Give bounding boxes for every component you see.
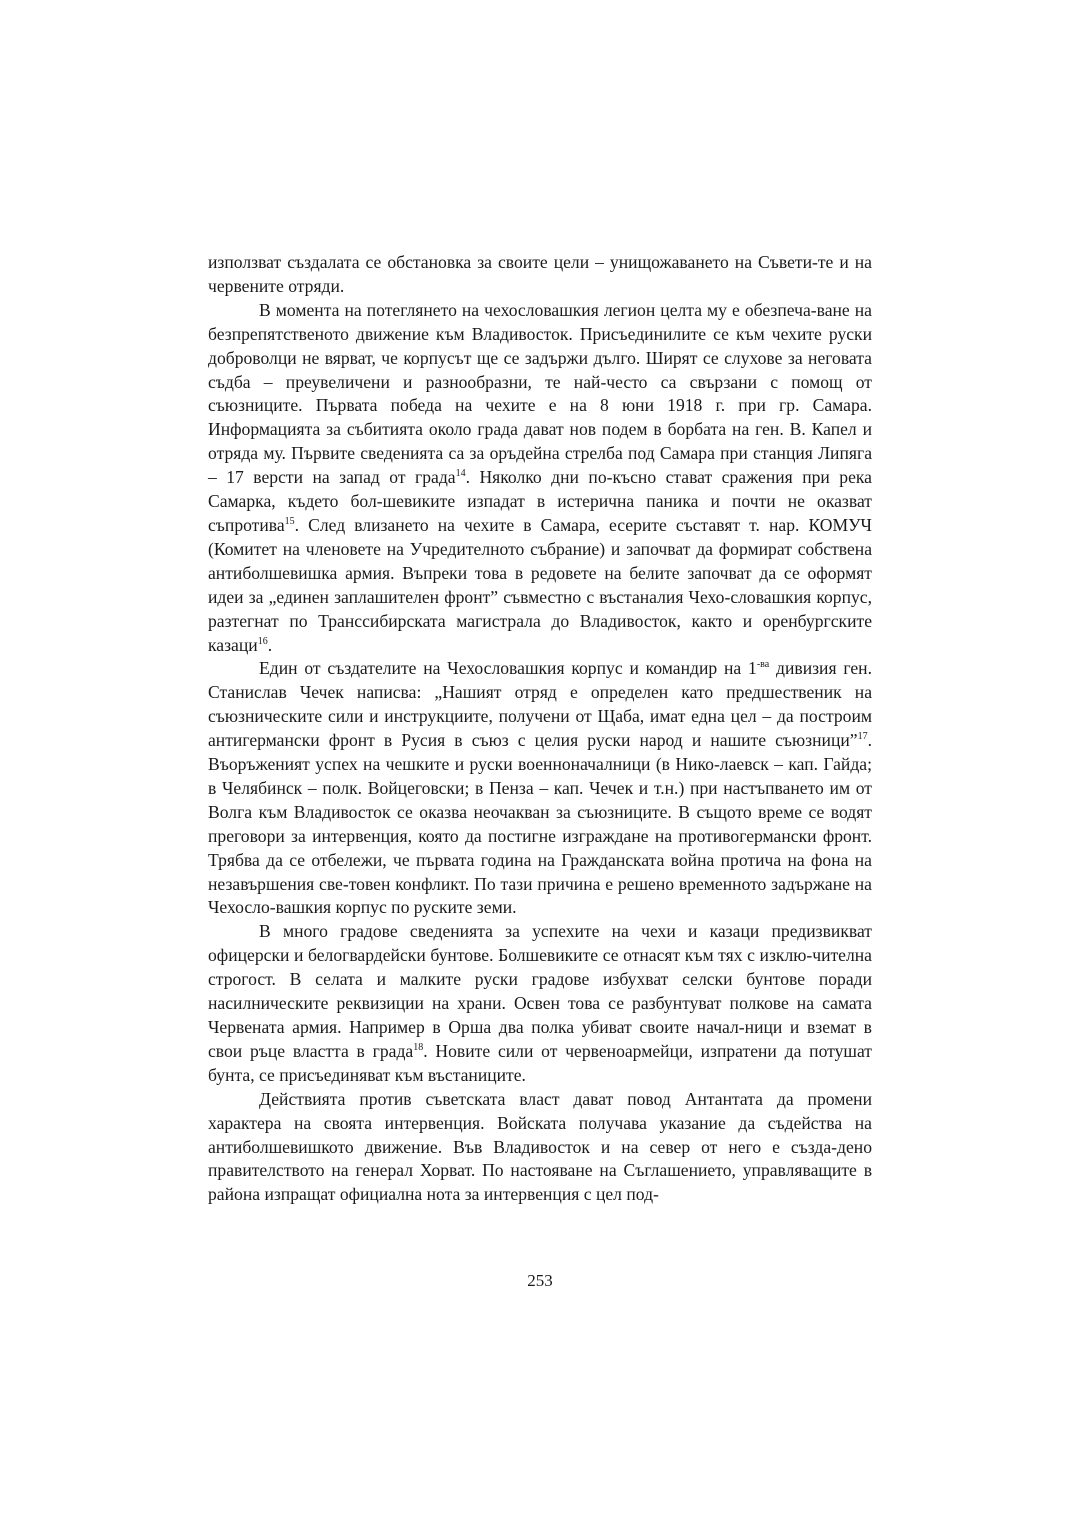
footnote-ref: 14 xyxy=(455,468,466,480)
text-run: . Няколко дни по-късно стават сражения при река Самарка, където бол-шевиките изпадат в истерична паника и почти не оказват съпротива xyxy=(208,467,872,535)
text-run: дивизия ген. Станислав Чечек написва: „Нашият отряд е определен като предшественик на съюзническите сили и инструкциите, получени от Щаба, имат една цел – да построим антигермански фронт в Русия в съюз с целия руски народ и нашите съюзници” xyxy=(208,658,872,751)
footnote-ref: 17 xyxy=(857,731,868,743)
footnote-ref: -ва xyxy=(756,659,770,671)
paragraph xyxy=(208,657,872,920)
paragraph xyxy=(208,251,872,299)
footnote-ref: 15 xyxy=(284,516,295,528)
footnote-ref: 18 xyxy=(413,1042,424,1054)
text-run: . Въоръженият успех на чешките и руски военноначалници (в Нико-лаевск – кап. Гайда; в Челябинск – полк. Войцеговски; в Пенза – кап. Чечек и т.н.) при настъпването им от Волга към Владивосток се оказва неочакван за съюзниците. В същото време се водят преговори за интервенция, която да постигне изграждане на противогермански фронт. Трябва да се отбележи, че първата година на Гражданската война протича на фона на незавършения све-товен конфликт. По тази причина е решено временното задържане на Чехосло-вашкия корпус по руските земи. xyxy=(208,730,872,918)
text-run: В момента на потеглянето на чехословашкия легион целта му е обезпеча-ване на безпрепятственото движение към Владивосток. Присъединилите се към чехите руски доброволци не вярват, че корпусът ще се задържи дълго. Ширят се слухове за неговата съдба – преувеличени и разнообразни, те най-често са свързани с помощ от съюзниците. Първата победа на чехите е на 8 юни 1918 г. при гр. Самара. Информацията за събитията около града дават нов подем в борбата на ген. В. Капел и отряда му. Първите сведенията са за оръдейна стрелба под Самара при станция Липяга – 17 версти на запад от града xyxy=(208,299,872,488)
footnote-ref: 16 xyxy=(257,635,268,647)
text-run: Един от създателите на Чехословашкия корпус и командир на 1 xyxy=(259,658,757,679)
text-run: . Новите сили от червеноармейци, изпратени да потушат бунта, се присъединяват към въстаниците. xyxy=(208,1040,872,1085)
paragraph xyxy=(208,920,872,1087)
text-run: В много градове сведенията за успехите на чехи и казаци предизвикват офицерски и белогвардейски бунтове. Болшевиките се отнасят към тях с изклю-чителна строгост. В селата и малките руски градове избухват селски бунтове поради насилническите реквизиции на храни. Освен това се разбунтуват полкове на самата Червената армия. Например в Орша два полка убиват своите начал-ници и вземат в свои ръце властта в града xyxy=(208,921,872,1061)
text-run: използват създалата се обстановка за своите цели – унищожаването на Съвети-те и на червените отряди. xyxy=(208,252,872,296)
text-run: . xyxy=(267,634,273,655)
text-run: . След влизането на чехите в Самара, есерите съставят т. нар. КОМУЧ (Комитет на членовете на Учредителното събрание) и започват да формират собствена антиболшевишка армия. Въпреки това в редовете на белите започват да се оформят идеи за „единен заплашителен фронт” съвместно с въстаналия Чехо-словашкия корпус, разтегнат по Транссибирската магистрала до Владивосток, както и оренбургските казаци xyxy=(208,514,872,655)
paragraph xyxy=(208,1088,872,1208)
body-text xyxy=(208,251,872,1207)
page-number: 253 xyxy=(527,1271,553,1290)
text-run: Действията против съветската власт дават повод Антантата да промени характера на своята интервенция. Войската получава указание да съдейства на антиболшевишкото движение. Във Владивосток и на север от него е създа-дено правителството на генерал Хорват. По настояване на Съглашението, управляващите в района изпращат официална нота за интервенция с цел под- xyxy=(208,1088,872,1205)
paragraph xyxy=(208,299,872,658)
